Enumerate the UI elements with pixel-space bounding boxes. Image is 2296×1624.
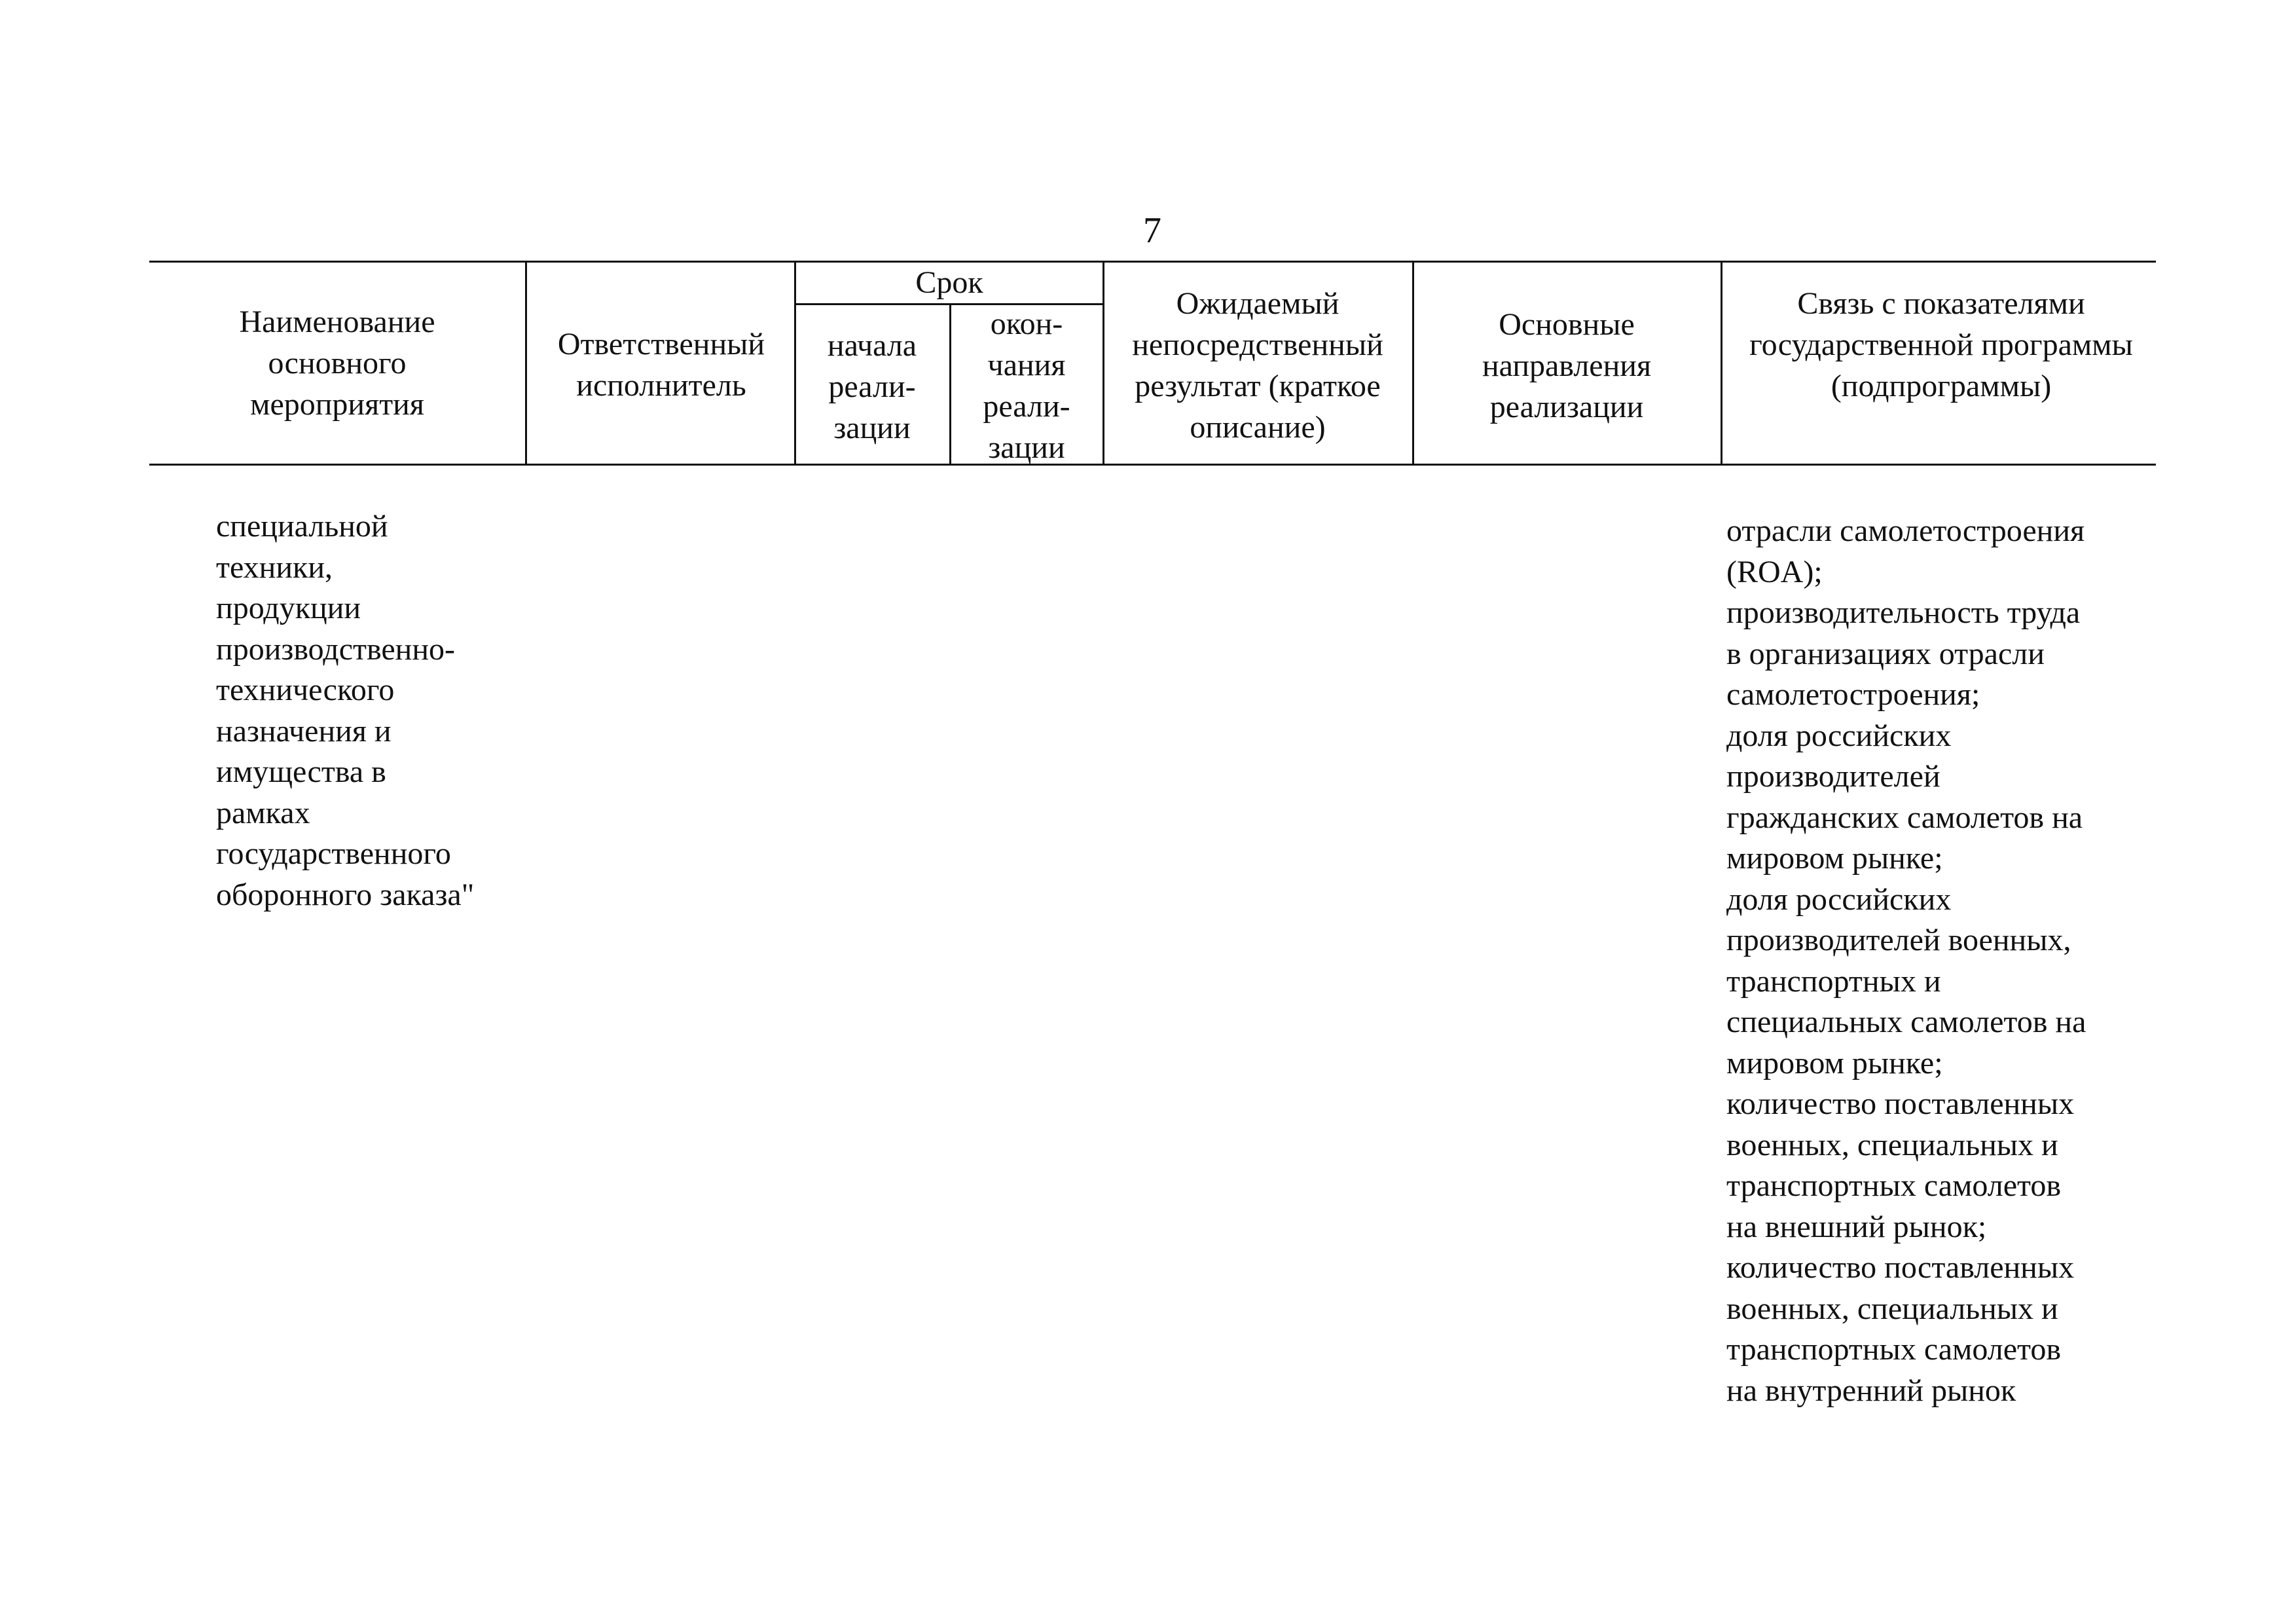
header-directions: Основные направления реализации — [1482, 307, 1652, 424]
header-term-end: окон- чания реали- зации — [983, 306, 1070, 465]
column-divider — [1102, 261, 1104, 466]
header-name: Наименование основного мероприятия — [239, 304, 435, 422]
page-number: 7 — [1143, 210, 1161, 251]
column-divider — [949, 303, 951, 466]
header-expected-result: Ожидаемый непосредственный результат (краткое описание) — [1132, 286, 1383, 445]
header-term-start: начала реали- зации — [827, 328, 917, 445]
header-responsible: Ответственный исполнитель — [557, 327, 765, 403]
header-indicators: Связь с показателями государственной программы (подпрограммы) — [1749, 286, 2133, 403]
row-name-cell: специальной техники, продукции производственно- технического назначения и имущества в рамках государственного оборонного заказа" — [216, 509, 475, 912]
column-divider — [525, 261, 527, 466]
table-header-bottom-rule — [149, 464, 2156, 466]
header-term: Срок — [915, 265, 983, 300]
column-divider — [1721, 261, 1722, 466]
table-top-rule — [149, 261, 2156, 263]
column-divider — [1412, 261, 1414, 466]
row-indicators-cell: отрасли самолетостроения (ROA); производительность труда в организациях отрасли самолетостроения; доля российских производителей гражданских самолетов на мировом рынке; доля российских производителей военных, транспортных и специальных самолетов на мировом рынке; количество поставленных военных, специальных и транспортных самолетов на внешний рынок; количество поставленных военных, специальных и транспортных самолетов на внутренний рынок — [1726, 513, 2086, 1408]
